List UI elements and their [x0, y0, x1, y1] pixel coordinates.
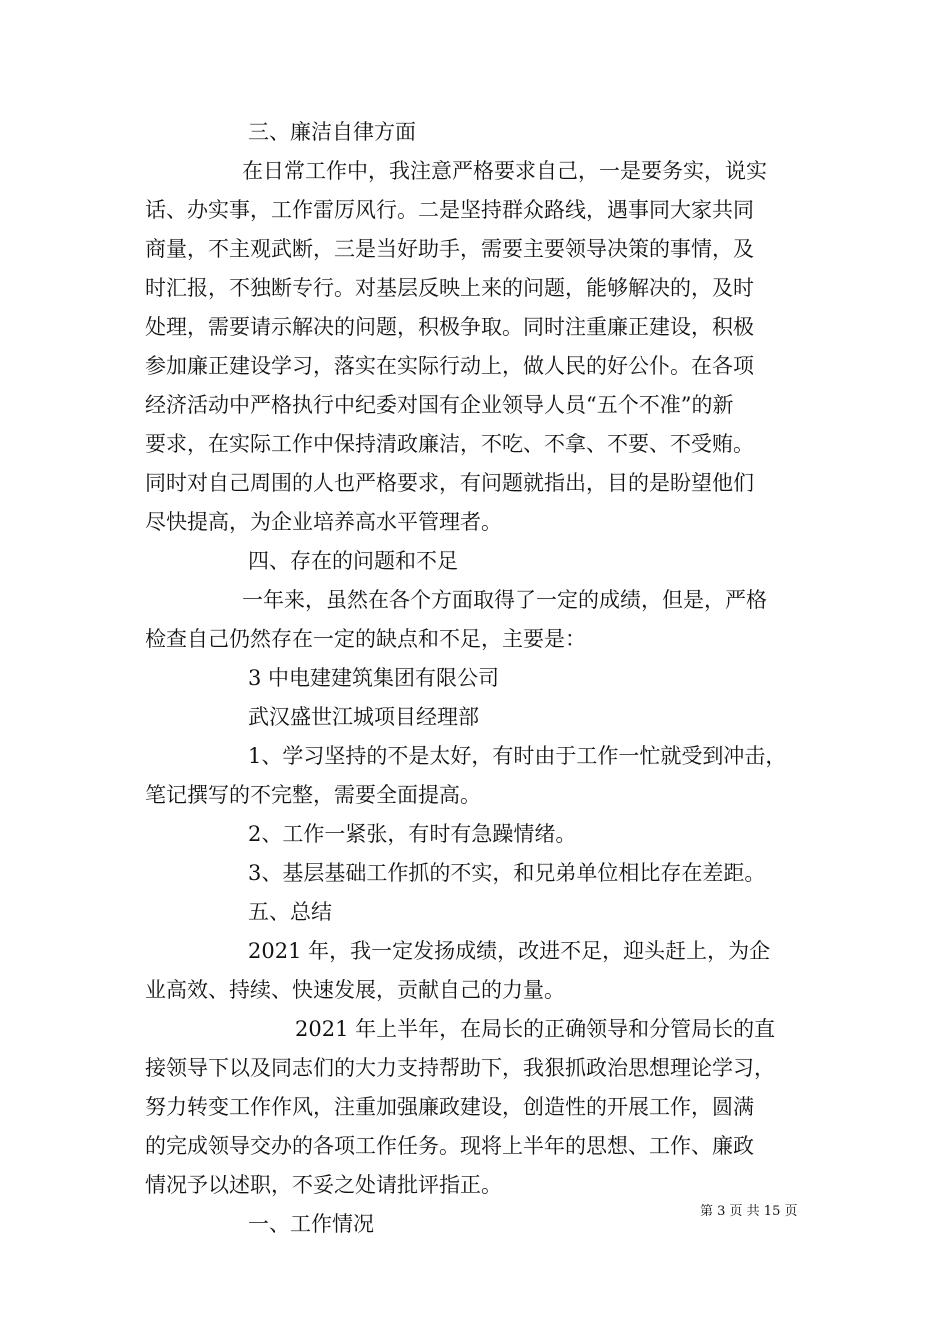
heading-section-4: 四、存在的问题和不足 [248, 549, 458, 573]
paragraph-line: 2021 年，我一定发扬成绩，改进不足，迎头赶上，为企 [248, 939, 771, 963]
list-item-2: 2、工作一紧张，有时有急躁情绪。 [248, 822, 577, 846]
paragraph-line: 时汇报，不独断专行。对基层反映上来的问题，能够解决的，及时 [145, 276, 754, 300]
page-number-footer: 第 3 页 共 15 页 [700, 1204, 798, 1219]
paragraph-line: 努力转变工作作风，注重加强廉政建设，创造性的开展工作，圆满 [145, 1095, 754, 1119]
paragraph-line: 情况予以述职，不妥之处请批评指正。 [145, 1173, 502, 1197]
list-item-1: 1、学习坚持的不是太好，有时由于工作一忙就受到冲击， [248, 744, 787, 768]
paragraph-line: 检查自己仍然存在一定的缺点和不足，主要是： [145, 627, 586, 651]
paragraph-line: 一年来，虽然在各个方面取得了一定的成绩，但是，严格 [242, 588, 767, 612]
paragraph-line: 参加廉正建设学习，落实在实际行动上，做人民的好公仆。在各项 [145, 354, 754, 378]
paragraph-line: 同时对自己周围的人也严格要求，有问题就指出，目的是盼望他们 [145, 471, 754, 495]
paragraph-line: 尽快提高，为企业培养高水平管理者。 [145, 510, 502, 534]
paragraph-line: 笔记撰写的不完整，需要全面提高。 [145, 783, 481, 807]
paragraph-line: 要求，在实际工作中保持清政廉洁，不吃、不拿、不要、不受贿。 [145, 432, 754, 456]
heading-section-3: 三、廉洁自律方面 [248, 120, 416, 144]
paragraph-line: 业高效、持续、快速发展，贡献自己的力量。 [145, 978, 565, 1002]
heading-section-1: 一、工作情况 [248, 1212, 374, 1236]
department-name-line: 武汉盛世江城项目经理部 [248, 705, 479, 729]
paragraph-line: 的完成领导交办的各项工作任务。现将上半年的思想、工作、廉政 [145, 1134, 754, 1158]
paragraph-line: 在日常工作中，我注意严格要求自己，一是要务实，说实 [242, 159, 767, 183]
paragraph-line: 经济活动中严格执行中纪委对国有企业领导人员“五个不准”的新 [145, 393, 734, 417]
paragraph-line: 处理，需要请示解决的问题，积极争取。同时注重廉正建设，积极 [145, 315, 754, 339]
heading-section-5: 五、总结 [248, 900, 332, 924]
paragraph-line: 话、办实事，工作雷厉风行。二是坚持群众路线，遇事同大家共同 [145, 198, 754, 222]
company-name-line: 3 中电建建筑集团有限公司 [248, 666, 500, 690]
paragraph-line: 接领导下以及同志们的大力支持帮助下，我狠抓政治思想理论学习， [145, 1056, 775, 1080]
paragraph-line: 2021 年上半年，在局长的正确领导和分管局长的直 [295, 1017, 776, 1041]
list-item-3: 3、基层基础工作抓的不实，和兄弟单位相比存在差距。 [248, 861, 766, 885]
paragraph-line: 商量，不主观武断，三是当好助手，需要主要领导决策的事情，及 [145, 237, 754, 261]
